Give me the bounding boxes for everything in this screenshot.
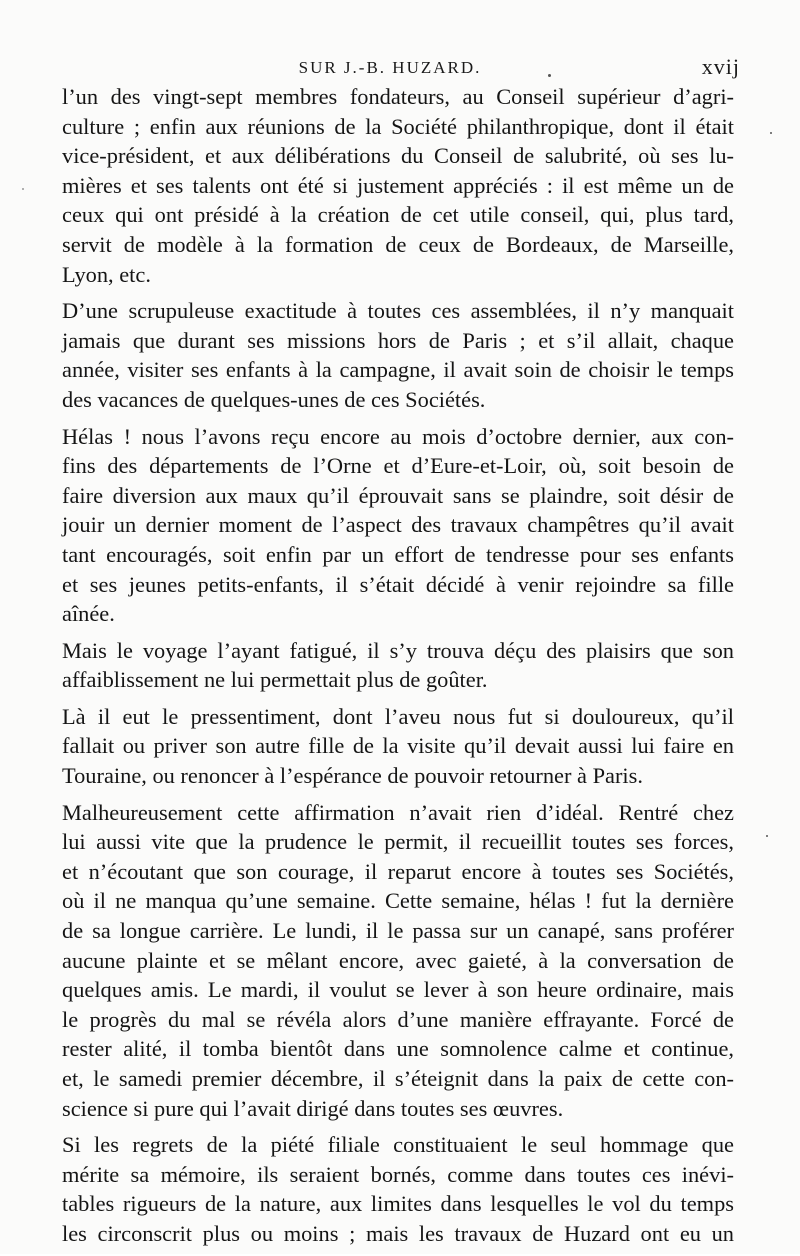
ink-speck bbox=[766, 835, 768, 837]
text-line: affaiblissement ne lui permettait plus de goûter. bbox=[62, 667, 488, 693]
text-line: science si pure qui l’avait dirigé dans toutes ses œuvres. bbox=[62, 1095, 564, 1121]
text-line: de sa longue carrière. Le lundi, il le passa sur un canapé, sans proférer bbox=[62, 918, 734, 944]
paragraph bbox=[62, 296, 734, 414]
text-line: jamais que durant ses missions hors de Paris ; et s’il allait, chaque bbox=[62, 327, 734, 353]
text-line: des vacances de quelques-unes de ces Sociétés. bbox=[62, 386, 486, 412]
text-line: tables rigueurs de la nature, aux limites dans lesquelles le vol du temps bbox=[62, 1191, 734, 1217]
text-line: où il ne manqua qu’une semaine. Cette semaine, hélas ! fut la dernière bbox=[62, 888, 734, 914]
paragraph bbox=[62, 702, 734, 791]
text-line: aînée. bbox=[62, 601, 115, 627]
running-header bbox=[40, 54, 740, 84]
text-line: le progrès du mal se révéla alors d’une manière effrayante. Forcé de bbox=[62, 1006, 734, 1032]
text-line: faire diversion aux maux qu’il éprouvait sans se plaindre, soit désir de bbox=[62, 482, 734, 508]
page-number: xvij bbox=[701, 54, 740, 79]
text-line: quelques amis. Le mardi, il voulut se lever à son heure ordinaire, mais bbox=[62, 977, 734, 1003]
text-line: l’un des vingt-sept membres fondateurs, au Conseil supérieur d’agri- bbox=[62, 84, 734, 109]
text-line: rester alité, il tomba bientôt dans une somnolence calme et continue, bbox=[62, 1036, 734, 1062]
text-line: ceux qui ont présidé à la création de cet utile conseil, qui, plus tard, bbox=[62, 202, 734, 228]
text-line: Lyon, etc. bbox=[62, 261, 151, 287]
text-line: fallait ou priver son autre fille de la visite qu’il devait aussi lui faire en bbox=[62, 733, 734, 759]
text-line: culture ; enfin aux réunions de la Société philanthropique, dont il était bbox=[62, 113, 734, 139]
text-line: Hélas ! nous l’avons reçu encore au mois d’octobre dernier, aux con- bbox=[62, 423, 734, 449]
text-line: jouir un dernier moment de l’aspect des travaux champêtres qu’il avait bbox=[62, 512, 734, 538]
running-title: SUR J.-B. HUZARD. bbox=[298, 58, 482, 77]
text-line: aucune plainte et se mêlant encore, avec gaieté, à la conversation de bbox=[62, 947, 734, 973]
text-line: servit de modèle à la formation de ceux de Bordeaux, de Marseille, bbox=[62, 231, 734, 257]
body-text bbox=[62, 82, 734, 1256]
text-line: Si les regrets de la piété filiale constituaient le seul hommage que bbox=[62, 1132, 734, 1158]
ink-speck bbox=[548, 74, 551, 77]
text-line: D’une scrupuleuse exactitude à toutes ces assemblées, il n’y manquait bbox=[62, 298, 734, 324]
text-line: fins des départements de l’Orne et d’Eure-et-Loir, où, soit besoin de bbox=[62, 453, 734, 479]
text-line: les circonscrit plus ou moins ; mais les travaux de Huzard ont eu un bbox=[62, 1220, 734, 1246]
paragraph bbox=[62, 422, 734, 629]
paragraph bbox=[62, 1130, 734, 1248]
ink-speck bbox=[770, 132, 772, 134]
text-line: lui aussi vite que la prudence le permit, il recueillit toutes ses forces, bbox=[62, 829, 734, 855]
paragraph bbox=[62, 82, 734, 289]
text-line: et ses jeunes petits-enfants, il s’était décidé à venir rejoindre sa fille bbox=[62, 571, 734, 597]
text-line: Là il eut le pressentiment, dont l’aveu nous fut si douloureux, qu’il bbox=[62, 703, 734, 729]
paragraph bbox=[62, 798, 734, 1124]
paragraph bbox=[62, 636, 734, 695]
text-line: mérite sa mémoire, ils seraient bornés, comme dans toutes ces inévi- bbox=[62, 1161, 734, 1187]
text-line: Malheureusement cette affirmation n’avait rien d’idéal. Rentré chez bbox=[62, 799, 734, 825]
text-line: vice-président, et aux délibérations du Conseil de salubrité, où ses lu- bbox=[62, 143, 734, 169]
ink-speck bbox=[22, 188, 24, 190]
text-line: et n’écoutant que son courage, il reparut encore à toutes ses Sociétés, bbox=[62, 858, 734, 884]
text-line: Touraine, ou renoncer à l’espérance de pouvoir retourner à Paris. bbox=[62, 763, 643, 789]
text-line: tant encouragés, soit enfin par un effort de tendresse pour ses enfants bbox=[62, 541, 734, 567]
text-line: année, visiter ses enfants à la campagne, il avait soin de choisir le temps bbox=[62, 357, 734, 383]
text-line: mières et ses talents ont été si justement appréciés : il est même un de bbox=[62, 172, 734, 198]
text-line: et, le samedi premier décembre, il s’éteignit dans la paix de cette con- bbox=[62, 1066, 734, 1091]
text-line: Mais le voyage l’ayant fatigué, il s’y trouva déçu des plaisirs que son bbox=[62, 637, 734, 663]
